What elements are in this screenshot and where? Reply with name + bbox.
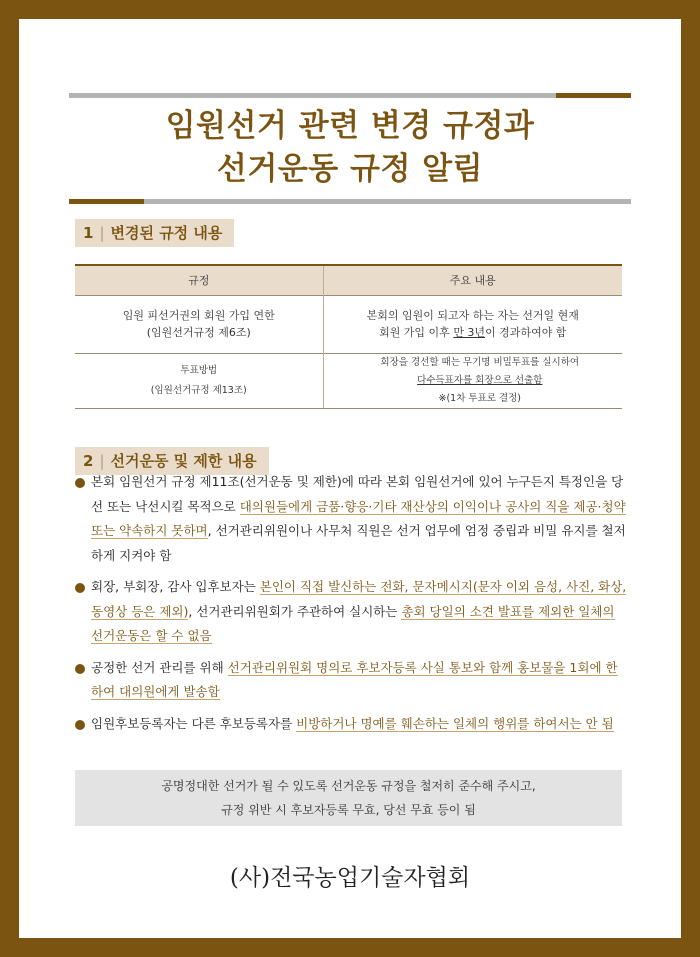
rules-table-header-row — [75, 265, 622, 295]
row2-rule-cell — [75, 353, 323, 408]
organization-name: (사)전국농업기술자협회 — [229, 865, 471, 891]
bullet-3-text-a: 공정한 선거 관리를 위해 — [91, 659, 228, 675]
rules-header-rule: 규정 — [75, 265, 323, 295]
bullet-1-text-a: 본회 임원선거 규정 제11조(선거운동 및 제한)에 따라 본회 임원선거에 있어 누구든지 특정인을 당선 또는 낙선시킬 목적으로 — [91, 474, 624, 514]
bullet-2-text-a: 회장, 부회장, 감사 입후보자는 — [91, 579, 260, 594]
bullet-2-highlight-2: 총회 당일의 소견 발표를 제외한 일체의 선거운동은 할 수 없음 — [91, 603, 615, 643]
section-2-number: 2 — [83, 452, 94, 470]
bullet-dot-icon — [75, 583, 85, 593]
notice-page — [19, 19, 681, 938]
bullet-list — [75, 470, 629, 743]
rules-header-content: 주요 내용 — [323, 265, 622, 295]
page-title — [19, 105, 681, 191]
table-row — [75, 353, 622, 408]
section-1-separator: | — [99, 224, 105, 242]
section-2-separator: | — [99, 452, 105, 470]
list-item — [75, 470, 629, 568]
row1-content-line2-c: 이 경과하여야 함 — [485, 326, 567, 339]
section-1-heading — [75, 219, 234, 247]
title-bottom-rule — [69, 199, 631, 204]
list-item — [75, 712, 629, 737]
page-title-line1: 임원선거 관련 변경 규정과 — [165, 108, 535, 144]
bullet-3-highlight: 선거관리위원회 명의로 후보자등록 사실 통보와 함께 홍보물을 1회에 한하여 대의원에게 발송함 — [91, 659, 618, 699]
row1-rule-cell — [75, 295, 323, 353]
bullet-dot-icon — [75, 720, 85, 730]
row1-content-line2 — [324, 324, 623, 341]
bullet-dot-icon — [75, 664, 85, 674]
row1-content-line1: 본회의 임원이 되고자 하는 자는 선거일 현재 — [366, 309, 579, 322]
page-title-line2: 선거운동 규정 알림 — [216, 151, 484, 187]
row2-content-line3: ※(1차 투표로 결정) — [438, 392, 522, 404]
section-2-label: 선거운동 및 제한 내용 — [110, 452, 257, 470]
row1-content-cell — [323, 295, 622, 353]
title-top-rule-accent — [556, 93, 631, 98]
bullet-1-highlight: 대의원들에게 금품·향응·기타 재산상의 이익이나 공사의 직을 제공·청약 또는 약속하지 못하며 — [91, 498, 626, 538]
list-item — [75, 575, 629, 649]
bullet-2-highlight-1: 본인이 직접 발신하는 전화, 문자메시지(문자 이외 음성, 사진, 화상, 동영상 등은 제외) — [91, 579, 627, 619]
row1-content-years: 만 3년 — [453, 326, 486, 339]
bullet-4-text-a: 임원후보등록자는 다른 후보등록자를 — [91, 715, 297, 731]
notice-line2: 규정 위반 시 후보자등록 무효, 당선 무효 등이 됨 — [221, 803, 476, 817]
section-1-number: 1 — [83, 224, 94, 242]
row2-rule-line1: 투표방법 — [180, 364, 218, 376]
row2-content-cell — [323, 353, 622, 408]
row1-content-line2-a: 회원 가입 이후 — [379, 326, 454, 339]
title-bottom-rule-accent — [69, 199, 144, 204]
rules-table — [75, 264, 622, 409]
bullet-dot-icon — [75, 478, 85, 488]
bullet-2-text-c: , 선거관리위원회가 주관하여 실시하는 — [188, 603, 402, 619]
row1-rule-line1: 임원 피선거권의 회원 가입 연한 — [122, 309, 275, 322]
row2-content-line2: 다수득표자를 회장으로 선출함 — [417, 374, 543, 386]
bullet-4-highlight: 비방하거나 명예를 훼손하는 일체의 행위를 하여서는 안 됨 — [296, 715, 614, 731]
row2-rule-line2: (임원선거규정 제13조) — [150, 384, 247, 396]
bullet-1-text-c: , 선거관리위원이나 사무처 직원은 선거 업무에 엄정 중립과 비밀 유지를 철저하게 지켜야 함 — [91, 523, 626, 563]
notice-line1: 공명정대한 선거가 될 수 있도록 선거운동 규정을 철저히 준수해 주시고, — [161, 779, 536, 793]
section-1-label: 변경된 규정 내용 — [110, 224, 223, 242]
row2-content-line1: 회장을 경선할 때는 무기명 비밀투표를 실시하여 — [380, 356, 580, 368]
table-row — [75, 295, 622, 353]
row1-rule-line2: (임원선거규정 제6조) — [146, 326, 251, 339]
title-top-rule — [69, 93, 631, 98]
notice-box — [75, 770, 622, 826]
list-item — [75, 656, 629, 705]
